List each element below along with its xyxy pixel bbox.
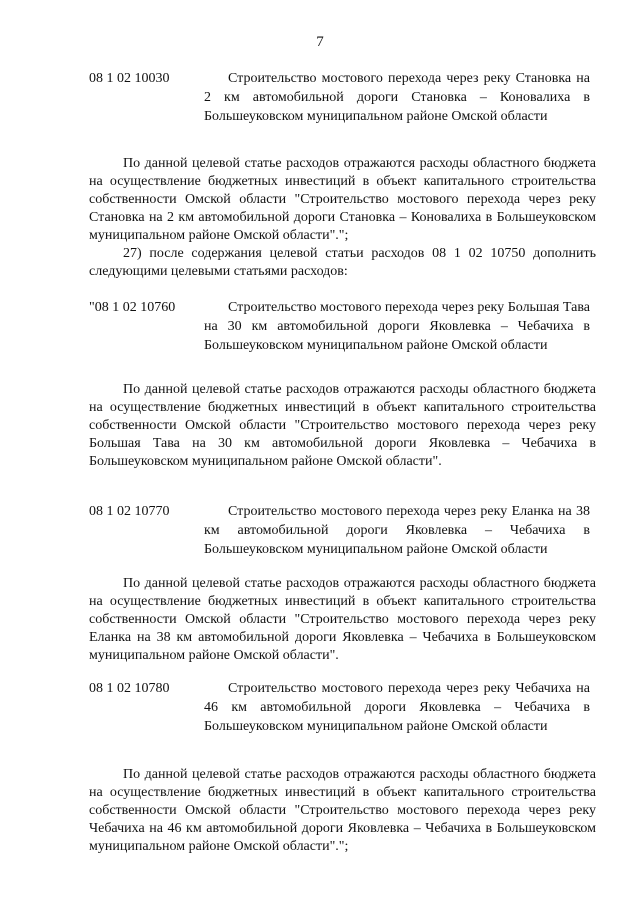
- budget-code: 08 1 02 10780: [89, 681, 170, 696]
- budget-item-title: Строительство мостового перехода через реку Еланка на 38 км автомобильной дороги Яковлевка – Чебачиха в Большеуковском муниципальном районе Омской области: [204, 504, 590, 557]
- budget-item-description: По данной целевой статье расходов отражаются расходы областного бюджета на осуществление бюджетных инвестиций в объект капитального строительства собственности Омской области "Строительство мостового перехода через реку Большая Тава на 30 км автомобильной дороги Яковлевка – Чебачиха в Большеуковском муниципальном районе Омской области".: [89, 382, 596, 469]
- amendment-paragraph: 27) после содержания целевой статьи расходов 08 1 02 10750 дополнить следующими целевыми статьями расходов:: [89, 246, 596, 279]
- budget-item-description: По данной целевой статье расходов отражаются расходы областного бюджета на осуществление бюджетных инвестиций в объект капитального строительства собственности Омской области "Строительство мостового перехода через реку Чебачиха на 46 км автомобильной дороги Яковлевка – Чебачиха в Большеуковском муниципальном районе Омской области".";: [89, 767, 596, 854]
- budget-item-description: По данной целевой статье расходов отражаются расходы областного бюджета на осуществление бюджетных инвестиций в объект капитального строительства собственности Омской области "Строительство мостового перехода через реку Еланка на 38 км автомобильной дороги Яковлевка – Чебачиха в Большеуковском муниципальном районе Омской области".: [89, 576, 596, 663]
- budget-code: 08 1 02 10030: [89, 71, 170, 86]
- budget-code: 08 1 02 10770: [89, 504, 170, 519]
- budget-item-title: Строительство мостового перехода через реку Становка на 2 км автомобильной дороги Становка – Коновалиха в Большеуковском муниципальном районе Омской области: [204, 71, 590, 124]
- budget-item-description: По данной целевой статье расходов отражаются расходы областного бюджета на осуществление бюджетных инвестиций в объект капитального строительства собственности Омской области "Строительство мостового перехода через реку Становка на 2 км автомобильной дороги Становка – Коновалиха в Большеуковском муниципальном районе Омской области".";: [89, 156, 596, 243]
- budget-item-title: Строительство мостового перехода через реку Большая Тава на 30 км автомобильной дороги Яковлевка – Чебачиха в Большеуковском муниципальном районе Омской области: [204, 300, 590, 353]
- page-number: 7: [316, 34, 324, 50]
- budget-item-title: Строительство мостового перехода через реку Чебачиха на 46 км автомобильной дороги Яковлевка – Чебачиха в Большеуковском муниципальном районе Омской области: [204, 681, 590, 734]
- budget-code: "08 1 02 10760: [89, 300, 176, 315]
